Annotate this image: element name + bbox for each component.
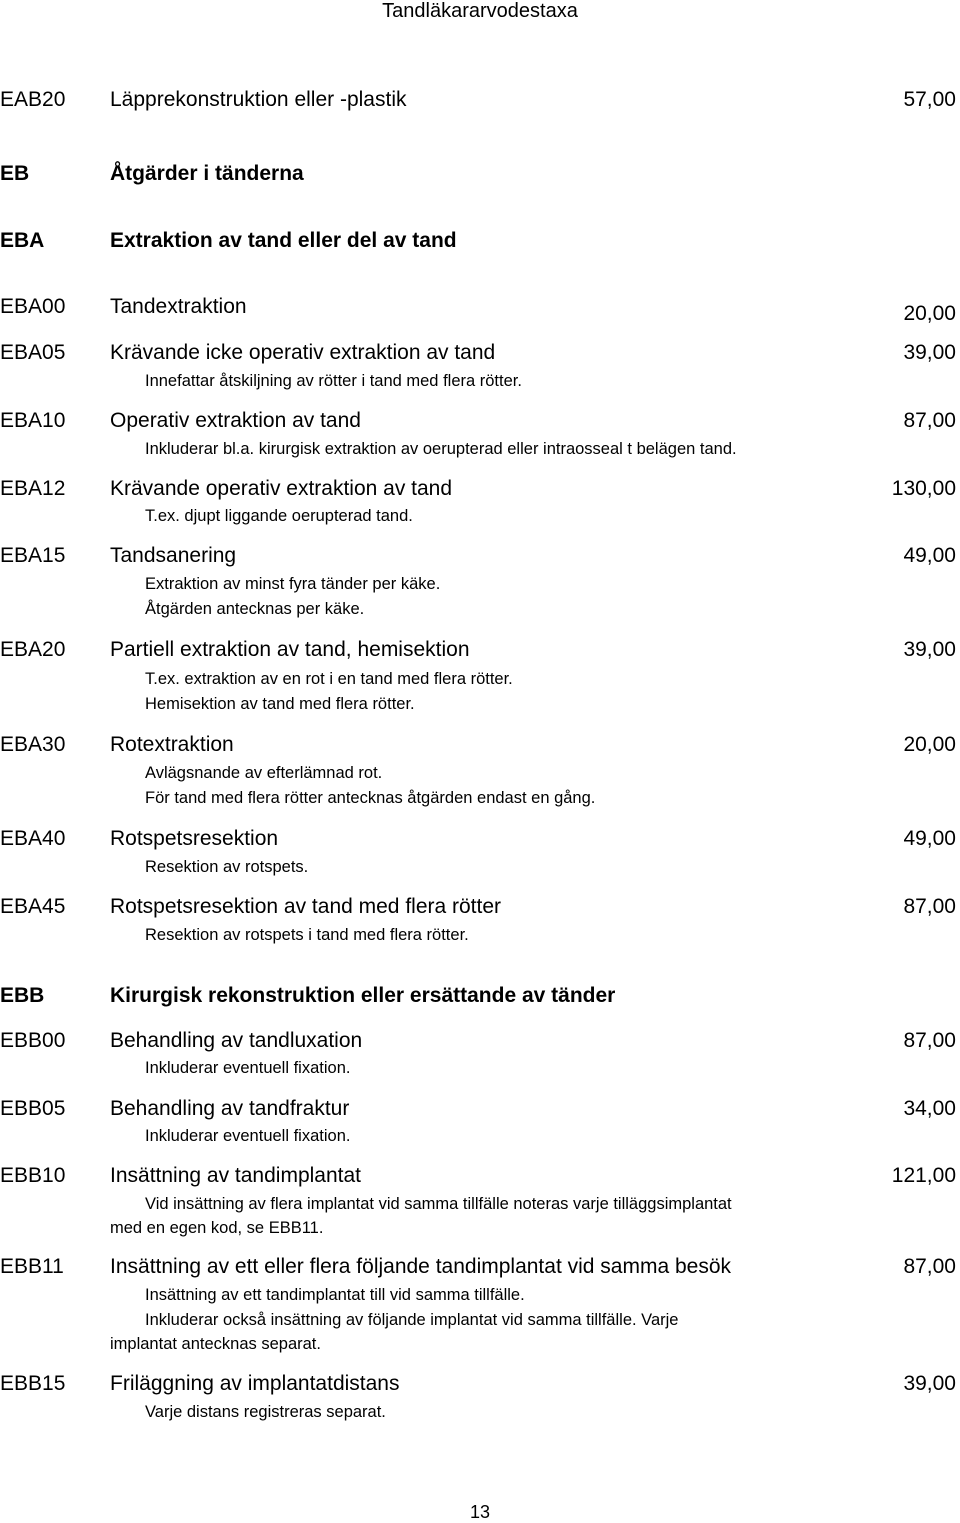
title-ebb05: Behandling av tandfraktur (110, 1097, 350, 1120)
note-ebb05-1: Inkluderar eventuell fixation. (145, 1127, 351, 1145)
note-ebb11-3: implantat antecknas separat. (110, 1335, 321, 1353)
price-ebb00: 87,00 (903, 1029, 956, 1052)
title-eba00: Tandextraktion (110, 295, 247, 318)
code-eba15: EBA15 (0, 544, 66, 567)
code-eba45: EBA45 (0, 895, 66, 918)
title-eab20: Läpprekonstruktion eller -plastik (110, 88, 407, 111)
code-ebb10: EBB10 (0, 1164, 66, 1187)
title-ebb10: Insättning av tandimplantat (110, 1164, 361, 1187)
price-eab20: 57,00 (903, 88, 956, 111)
page-header: Tandläkararvodestaxa (382, 0, 578, 22)
note-eba20-1: T.ex. extraktion av en rot i en tand med flera rötter. (145, 670, 513, 688)
title-eba45: Rotspetsresektion av tand med flera rötter (110, 895, 502, 918)
note-eba15-1: Extraktion av minst fyra tänder per käke. (145, 575, 441, 593)
code-ebb00: EBB00 (0, 1029, 66, 1052)
code-eba: EBA (0, 229, 45, 252)
note-ebb10-1: Vid insättning av flera implantat vid samma tillfälle noteras varje tilläggsimplantat (145, 1195, 732, 1213)
code-ebb11: EBB11 (0, 1255, 64, 1278)
code-eba10: EBA10 (0, 409, 66, 432)
price-eba05: 39,00 (903, 341, 956, 364)
code-eba40: EBA40 (0, 827, 66, 850)
title-ebb15: Friläggning av implantatdistans (110, 1372, 400, 1395)
note-eba30-1: Avlägsnande av efterlämnad rot. (145, 764, 383, 782)
note-eba40-1: Resektion av rotspets. (145, 858, 309, 876)
title-ebb11: Insättning av ett eller flera följande tandimplantat vid samma besök (110, 1255, 732, 1278)
note-eba15-2: Åtgärden antecknas per käke. (145, 600, 365, 618)
price-ebb05: 34,00 (903, 1097, 956, 1120)
note-ebb11-1: Insättning av ett tandimplantat till vid samma tillfälle. (145, 1286, 525, 1304)
code-ebb05: EBB05 (0, 1097, 66, 1120)
price-eba45: 87,00 (903, 895, 956, 918)
code-eba12: EBA12 (0, 477, 66, 500)
price-eba00: 20,00 (903, 302, 956, 325)
price-eba10: 87,00 (903, 409, 956, 432)
note-ebb00-1: Inkluderar eventuell fixation. (145, 1059, 351, 1077)
title-eb: Åtgärder i tänderna (110, 162, 304, 185)
title-eba10: Operativ extraktion av tand (110, 409, 361, 432)
note-ebb11-2: Inkluderar också insättning av följande implantat vid samma tillfälle. Varje (145, 1311, 679, 1329)
title-eba40: Rotspetsresektion (110, 827, 279, 850)
note-eba05-1: Innefattar åtskiljning av rötter i tand med flera rötter. (145, 372, 522, 390)
code-eab20: EAB20 (0, 88, 66, 111)
note-eba10-1: Inkluderar bl.a. kirurgisk extraktion av oerupterad eller intraosseal t belägen tand. (145, 440, 737, 458)
page-number: 13 (469, 1502, 491, 1522)
title-eba05: Krävande icke operativ extraktion av tand (110, 341, 496, 364)
note-eba12-1: T.ex. djupt liggande oerupterad tand. (145, 507, 413, 525)
code-ebb15: EBB15 (0, 1372, 66, 1395)
price-ebb10: 121,00 (891, 1164, 956, 1187)
code-eba05: EBA05 (0, 341, 66, 364)
title-ebb: Kirurgisk rekonstruktion eller ersättande av tänder (110, 984, 616, 1007)
price-ebb11: 87,00 (903, 1255, 956, 1278)
price-eba40: 49,00 (903, 827, 956, 850)
title-eba12: Krävande operativ extraktion av tand (110, 477, 453, 500)
price-eba30: 20,00 (903, 733, 956, 756)
code-eb: EB (0, 162, 30, 185)
price-eba12: 130,00 (891, 477, 956, 500)
note-eba30-2: För tand med flera rötter antecknas åtgärden endast en gång. (145, 789, 596, 807)
price-ebb15: 39,00 (903, 1372, 956, 1395)
note-ebb15-1: Varje distans registreras separat. (145, 1403, 386, 1421)
title-eba15: Tandsanering (110, 544, 237, 567)
code-eba00: EBA00 (0, 295, 66, 318)
title-eba20: Partiell extraktion av tand, hemisektion (110, 638, 470, 661)
title-eba: Extraktion av tand eller del av tand (110, 229, 457, 252)
price-eba15: 49,00 (903, 544, 956, 567)
title-ebb00: Behandling av tandluxation (110, 1029, 363, 1052)
title-eba30: Rotextraktion (110, 733, 234, 756)
note-eba45-1: Resektion av rotspets i tand med flera rötter. (145, 926, 469, 944)
code-ebb: EBB (0, 984, 45, 1007)
code-eba20: EBA20 (0, 638, 66, 661)
price-eba20: 39,00 (903, 638, 956, 661)
note-ebb10-2: med en egen kod, se EBB11. (110, 1219, 324, 1237)
note-eba20-2: Hemisektion av tand med flera rötter. (145, 695, 415, 713)
code-eba30: EBA30 (0, 733, 66, 756)
